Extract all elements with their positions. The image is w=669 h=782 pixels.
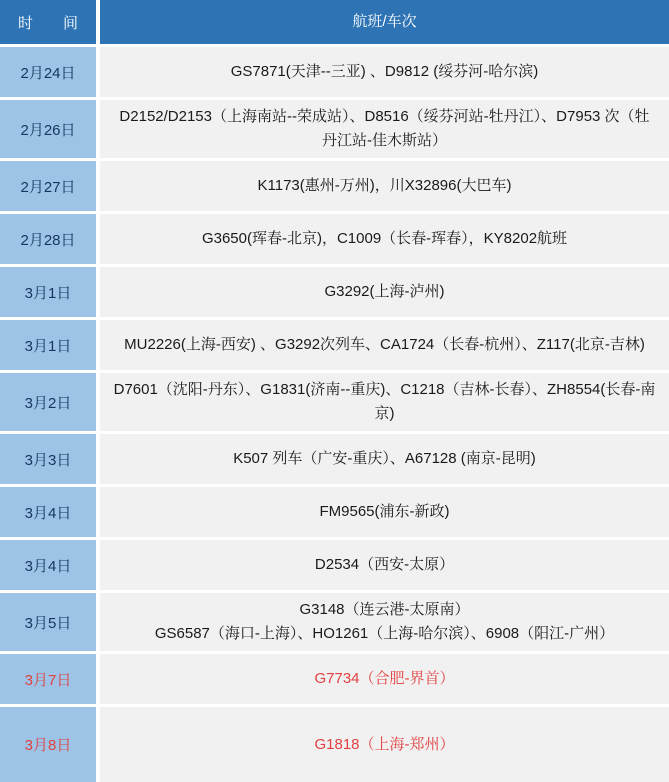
date-cell: 3月5日 [0, 593, 96, 651]
date-cell: 2月24日 [0, 47, 96, 97]
flight-cell [100, 593, 669, 651]
flight-cell [100, 540, 669, 590]
date-cell: 3月1日 [0, 320, 96, 370]
flight-cell [100, 214, 669, 264]
flight-line: D2534（西安-太原） [314, 556, 455, 573]
date-cell: 3月8日 [0, 707, 96, 782]
flight-line: MU2226(上海-西安) 、G3292次列车、CA1724（长春-杭州）、Z117(北京-吉林) [124, 336, 645, 353]
flight-cell [100, 707, 669, 782]
flight-cell [100, 434, 669, 484]
flight-line: G3650(珲春-北京)，C1009（长春-珲春），KY8202航班 [201, 230, 568, 247]
table-row [0, 654, 669, 704]
header-flight-label: 航班/车次 [100, 0, 669, 44]
flight-line: GS7871(天津--三亚) 、D9812 (绥芬河-哈尔滨) [230, 63, 539, 80]
flight-cell [100, 487, 669, 537]
table-row [0, 707, 669, 782]
table-row [0, 161, 669, 211]
flight-line: FM9565(浦东-新政) [319, 503, 450, 520]
flight-line: K507 列车（广安-重庆）、A67128 (南京-昆明) [233, 450, 536, 467]
flight-line: D2152/D2153（上海南站--荣成站）、D8516（绥芬河站-牡丹江）、D7953 次（牡丹江站-佳木斯站） [119, 108, 650, 149]
header-time-label: 时 间 [0, 0, 96, 44]
table-row [0, 373, 669, 431]
date-cell: 3月1日 [0, 267, 96, 317]
flight-line: GS6587（海口-上海）、HO1261（上海-哈尔滨）、6908（阳江-广州） [154, 625, 615, 642]
flight-line: K1173(惠州-万州)，川X32896(大巴车) [257, 177, 512, 194]
flight-cell [100, 161, 669, 211]
table-header-row [0, 0, 669, 44]
date-cell: 3月4日 [0, 540, 96, 590]
flight-cell [100, 267, 669, 317]
date-cell: 3月4日 [0, 487, 96, 537]
table-row [0, 593, 669, 651]
flight-line: G3148（连云港-太原南） [299, 601, 470, 618]
flight-line: G7734（合肥-界首） [314, 670, 455, 687]
date-cell: 3月7日 [0, 654, 96, 704]
table-row [0, 267, 669, 317]
table-row [0, 540, 669, 590]
date-cell: 2月27日 [0, 161, 96, 211]
flight-cell [100, 654, 669, 704]
table-row [0, 214, 669, 264]
date-cell: 2月28日 [0, 214, 96, 264]
table-row [0, 47, 669, 97]
table-row [0, 434, 669, 484]
table-row [0, 320, 669, 370]
table-row [0, 100, 669, 158]
date-cell: 3月3日 [0, 434, 96, 484]
flight-cell [100, 320, 669, 370]
flight-line: G3292(上海-泸州) [324, 283, 445, 300]
flight-cell [100, 100, 669, 158]
flight-line: G1818（上海-郑州） [314, 735, 455, 753]
flight-line: D7601（沈阳-丹东）、G1831(济南--重庆)、C1218（吉林-长春）、ZH8554(长春-南京) [113, 381, 656, 422]
flight-cell [100, 373, 669, 431]
date-cell: 3月2日 [0, 373, 96, 431]
flight-cell [100, 47, 669, 97]
date-cell: 2月26日 [0, 100, 96, 158]
table-row [0, 487, 669, 537]
